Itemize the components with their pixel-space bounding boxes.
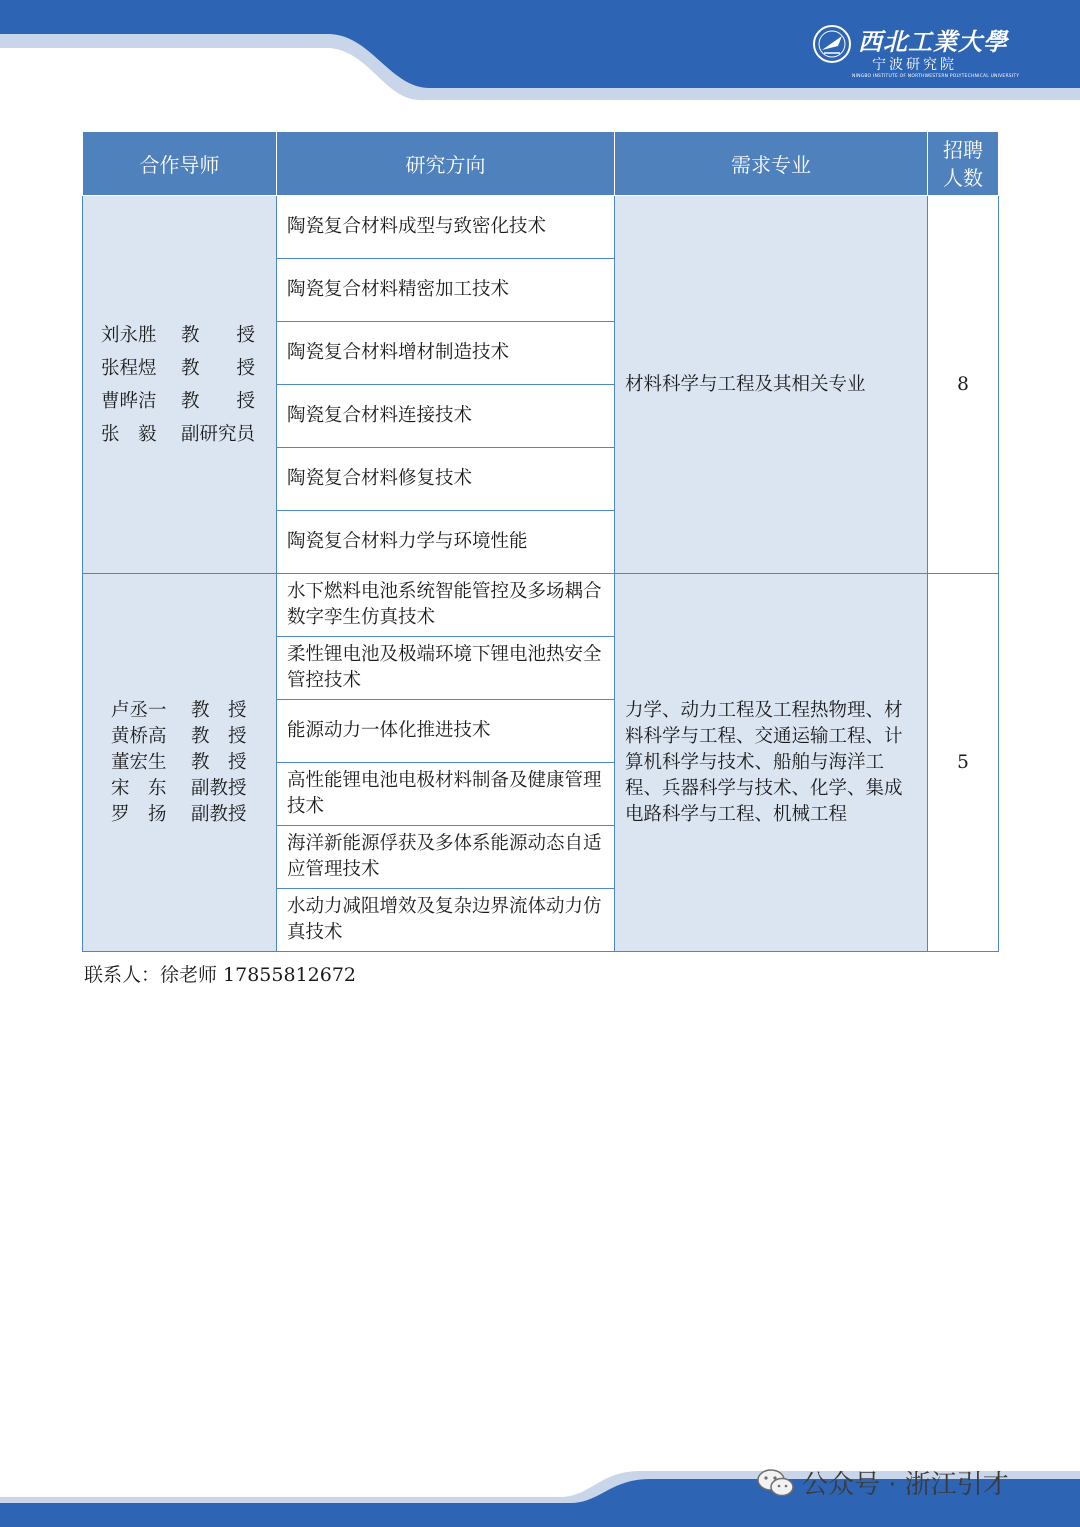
advisor-entry xyxy=(101,418,276,451)
advisor-cell xyxy=(83,574,277,952)
advisor-entry xyxy=(111,802,276,828)
advisor-title: 教 授 xyxy=(181,357,256,379)
advisor-entry xyxy=(101,319,276,352)
direction-cell: 高性能锂电池电极材料制备及健康管理技术 xyxy=(277,763,615,826)
contact-info: 联系人：徐老师 17855812672 xyxy=(84,964,357,986)
advisor-name: 曹晔洁 xyxy=(101,390,157,412)
direction-cell: 能源动力一体化推进技术 xyxy=(277,700,615,763)
header-advisor: 合作导师 xyxy=(83,132,277,196)
logo-subtitle: 宁波研究院 xyxy=(872,57,957,73)
direction-cell: 陶瓷复合材料连接技术 xyxy=(277,385,615,448)
advisor-title: 副教授 xyxy=(191,803,247,825)
advisor-title: 副研究员 xyxy=(181,423,256,445)
logo-english: NINGBO INSTITUTE OF NORTHWESTERN POLYTECHNICAL UNIVERSITY xyxy=(852,74,1020,79)
count-value: 5 xyxy=(957,752,969,773)
advisor-title: 教 授 xyxy=(181,324,256,346)
header-count xyxy=(928,132,999,196)
advisor-entry xyxy=(101,385,276,418)
header-major: 需求专业 xyxy=(615,132,928,196)
table-header-row xyxy=(83,132,999,196)
count-cell xyxy=(928,574,999,952)
advisor-title: 教 授 xyxy=(181,390,256,412)
logo-name: 西北工業大學 xyxy=(858,27,1008,56)
direction-cell: 陶瓷复合材料力学与环境性能 xyxy=(277,511,615,574)
advisor-name: 董宏生 xyxy=(111,751,167,773)
institute-logo xyxy=(812,22,1020,84)
advisor-title: 教 授 xyxy=(191,699,247,721)
watermark-text: 公众号 · 浙江引才 xyxy=(802,1470,1009,1500)
direction-cell: 陶瓷复合材料修复技术 xyxy=(277,448,615,511)
watermark xyxy=(756,1464,1009,1501)
advisor-title: 教 授 xyxy=(191,751,247,773)
university-emblem-icon xyxy=(812,24,852,64)
direction-cell: 水下燃料电池系统智能管控及多场耦合数字孪生仿真技术 xyxy=(277,574,615,637)
direction-cell: 柔性锂电池及极端环境下锂电池热安全管控技术 xyxy=(277,637,615,700)
advisor-name: 宋 东 xyxy=(111,777,167,799)
advisor-name: 卢丞一 xyxy=(111,699,167,721)
advisor-title: 教 授 xyxy=(191,725,247,747)
direction-cell: 水动力减阻增效及复杂边界流体动力仿真技术 xyxy=(277,889,615,952)
table-row xyxy=(83,196,999,259)
header-count-line1: 招聘 xyxy=(943,137,983,162)
major-cell xyxy=(615,574,928,952)
wechat-icon xyxy=(756,1467,796,1499)
advisor-entry xyxy=(111,698,276,724)
advisor-entry xyxy=(111,776,276,802)
advisor-entry xyxy=(111,750,276,776)
direction-cell: 陶瓷复合材料精密加工技术 xyxy=(277,259,615,322)
count-cell xyxy=(928,196,999,574)
advisor-title: 副教授 xyxy=(191,777,247,799)
major-text: 力学、动力工程及工程热物理、材料科学与工程、交通运输工程、计算机科学与技术、船舶与海洋工程、兵器科学与技术、化学、集成电路科学与工程、机械工程 xyxy=(625,699,903,825)
direction-cell: 陶瓷复合材料增材制造技术 xyxy=(277,322,615,385)
advisor-cell xyxy=(83,196,277,574)
advisor-name: 张 毅 xyxy=(101,423,157,445)
direction-cell: 陶瓷复合材料成型与致密化技术 xyxy=(277,196,615,259)
major-text: 材料科学与工程及其相关专业 xyxy=(625,373,866,395)
table-row xyxy=(83,574,999,637)
advisor-entry xyxy=(101,352,276,385)
advisor-entry xyxy=(111,724,276,750)
header-direction: 研究方向 xyxy=(277,132,615,196)
count-value: 8 xyxy=(957,374,969,395)
major-cell xyxy=(615,196,928,574)
advisor-name: 罗 扬 xyxy=(111,803,167,825)
advisor-name: 黄桥高 xyxy=(111,725,167,747)
direction-cell: 海洋新能源俘获及多体系能源动态自适应管理技术 xyxy=(277,826,615,889)
advisor-name: 刘永胜 xyxy=(101,324,157,346)
recruitment-table xyxy=(82,131,999,952)
header-count-line2: 人数 xyxy=(943,165,983,190)
advisor-name: 张程煜 xyxy=(101,357,157,379)
